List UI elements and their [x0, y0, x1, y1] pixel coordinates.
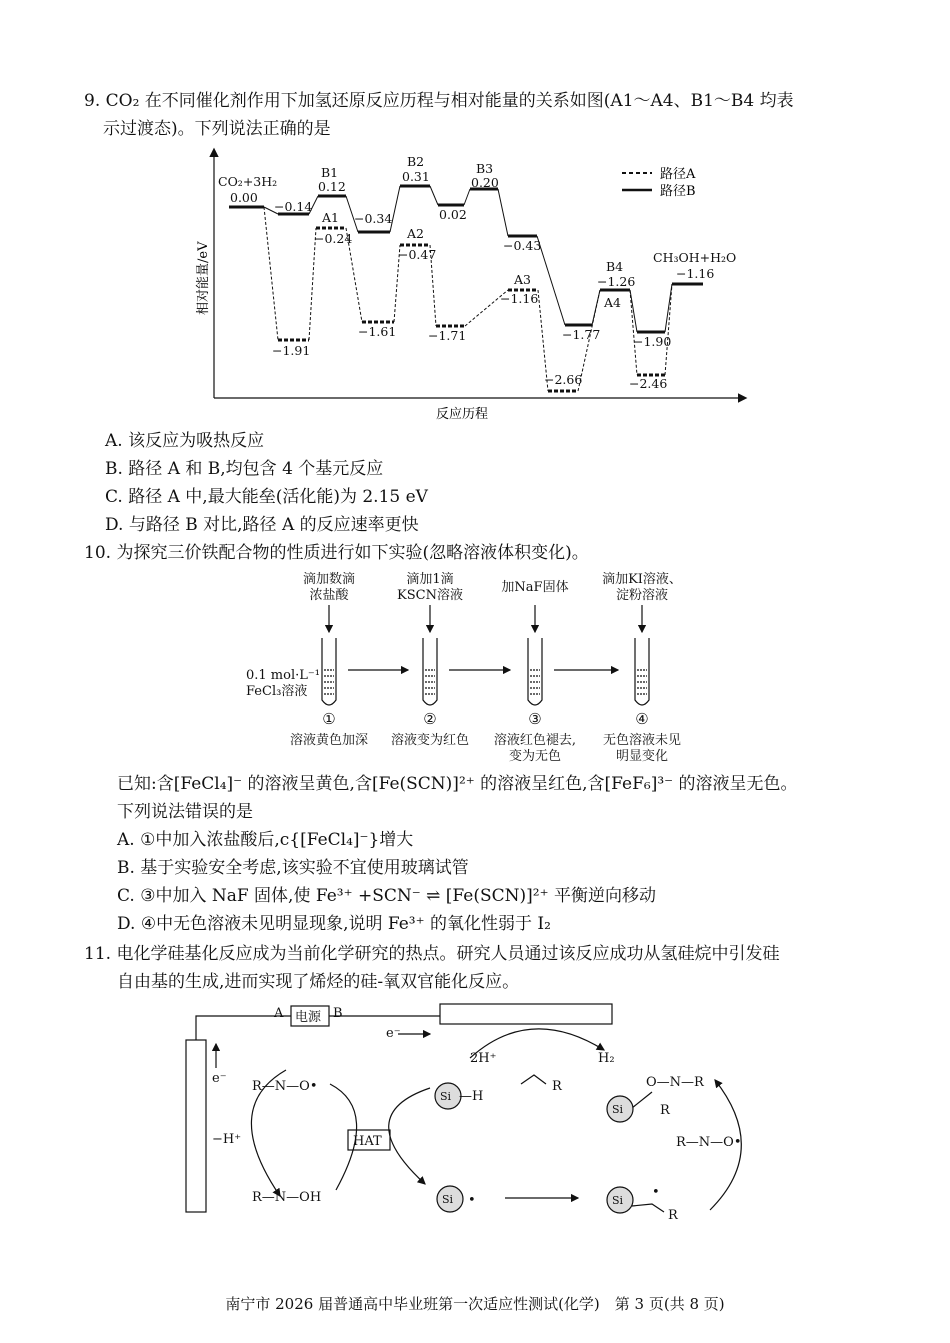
tube4-number: ④: [635, 710, 649, 728]
q10-known: 已知:含[FeCl₄]⁻ 的溶液呈黄色,含[Fe(SCN)]²⁺ 的溶液呈红色,含[FeF₆]³⁻ 的溶液呈无色。: [117, 774, 798, 794]
tube2-number: ②: [423, 710, 437, 728]
product-r: R: [660, 1103, 670, 1118]
value-b3: 0.20: [471, 175, 499, 190]
value-m024: −0.24: [314, 231, 353, 246]
value-m266: −2.66: [544, 372, 583, 387]
hat-label: HAT: [353, 1134, 382, 1149]
label-start: CO₂+3H₂: [218, 174, 278, 189]
value-m047: −0.47: [398, 247, 437, 262]
test-tube-figure: [0, 560, 950, 760]
alkyl-dot: •: [652, 1185, 660, 1200]
electron-left: e⁻: [212, 1071, 227, 1086]
label-b3: B3: [476, 161, 494, 176]
value-m161: −1.61: [358, 324, 397, 339]
tube-3: [528, 605, 542, 705]
nitroxyl-radical: R—N—O•: [252, 1079, 318, 1094]
q9-option-c: C. 路径 A 中,最大能垒(活化能)为 2.15 eV: [105, 487, 428, 507]
value-m177: −1.77: [562, 327, 601, 342]
tube2-reagent: 滴加1滴 KSCN溶液: [397, 572, 463, 603]
power-label: 电源: [295, 1010, 322, 1025]
q11-stem-line1: 11. 电化学硅基化反应成为当前化学研究的热点。研究人员通过该反应成功从氢硅烷中引发硅: [84, 944, 780, 964]
si-product-label: Si: [612, 1103, 624, 1116]
right-electrode: [440, 1004, 612, 1024]
tube-4: [635, 605, 649, 705]
value-start: 0.00: [230, 190, 258, 205]
proton-label: 2H⁺: [470, 1051, 497, 1066]
product-onr: O—N—R: [646, 1075, 704, 1090]
minus-proton: −H⁺: [212, 1132, 242, 1147]
tube1-observation: 溶液黄色加深: [289, 733, 368, 748]
label-a: A: [274, 1006, 284, 1021]
value-b2: 0.31: [402, 169, 430, 184]
value-m171: −1.71: [428, 328, 467, 343]
hydroxylamine: R—N—OH: [252, 1190, 322, 1205]
q9-stem-line2: 示过渡态)。下列说法正确的是: [103, 119, 331, 139]
label-b2: B2: [407, 154, 425, 169]
label-b4: B4: [606, 259, 624, 274]
q10-option-b: B. 基于实验安全考虑,该实验不宜使用玻璃试管: [117, 858, 469, 878]
fecl3-label: 0.1 mol·L⁻¹ FeCl₃溶液: [246, 668, 320, 699]
page-footer: 南宁市 2026 届普通高中毕业班第一次适应性测试(化学) 第 3 页(共 8 页): [225, 1295, 725, 1313]
q10-stem: 10. 为探究三价铁配合物的性质进行如下实验(忽略溶液体积变化)。: [84, 543, 589, 563]
alkene-r: R: [552, 1079, 562, 1094]
value-m014: −0.14: [274, 199, 313, 214]
value-b4: −1.26: [597, 274, 636, 289]
q9-stem-line1: 9. CO₂ 在不同催化剂作用下加氢还原反应历程与相对能量的关系如图(A1～A4、B1～B4 均表: [84, 91, 794, 111]
value-002: 0.02: [439, 207, 467, 222]
value-m043: −0.43: [503, 238, 542, 253]
label-b1: B1: [321, 165, 339, 180]
y-axis-label: 相对能量/eV: [196, 241, 211, 315]
value-m191: −1.91: [272, 343, 311, 358]
nitroxyl-radical-2: R—N—O•: [676, 1135, 742, 1150]
legend-path-a: 路径A: [660, 167, 696, 182]
tube-1: [322, 605, 336, 705]
q10-option-d: D. ④中无色溶液未见明显现象,说明 Fe³⁺ 的氧化性弱于 I₂: [117, 914, 551, 934]
q10-option-c: C. ③中加入 NaF 固体,使 Fe³⁺ +SCN⁻ ⇌ [Fe(SCN)]²⁺ 平衡逆向移动: [117, 886, 656, 906]
label-b: B: [333, 1006, 343, 1021]
x-axis-label: 反应历程: [436, 407, 489, 422]
label-a4: A4: [604, 295, 621, 310]
hydrogen-label: H₂: [598, 1051, 615, 1066]
energy-diagram: [0, 0, 950, 430]
label-a3: A3: [514, 272, 531, 287]
tube3-number: ③: [528, 710, 542, 728]
tube4-reagent: 滴加KI溶液、 淀粉溶液: [602, 572, 682, 603]
label-end: CH₃OH+H₂O: [653, 250, 737, 265]
tube3-observation: 溶液红色褪去, 变为无色: [493, 733, 577, 764]
label-a2: A2: [407, 226, 424, 241]
q9-option-d: D. 与路径 B 对比,路径 A 的反应速率更快: [105, 515, 419, 535]
si-radical-label: Si: [442, 1193, 454, 1206]
value-m034: −0.34: [354, 211, 393, 226]
value-m246: −2.46: [629, 376, 668, 391]
q11-stem-line2: 自由基的生成,进而实现了烯烃的硅-氧双官能化反应。: [117, 972, 520, 992]
electron-right: e⁻: [386, 1026, 401, 1041]
value-m190: −1.90: [633, 334, 672, 349]
value-end: −1.16: [676, 266, 715, 281]
q9-option-a: A. 该反应为吸热反应: [105, 431, 265, 451]
tube3-reagent: 加NaF固体: [501, 580, 569, 595]
tube4-observation: 无色溶液未见 明显变化: [602, 733, 681, 764]
si-radical-dot: •: [468, 1193, 476, 1208]
tube-2: [423, 605, 437, 705]
value-a3: −1.16: [500, 291, 539, 306]
tube2-observation: 溶液变为红色: [390, 733, 469, 748]
electrochemistry-figure: [0, 1000, 950, 1240]
legend-path-b: 路径B: [660, 184, 696, 199]
q10-option-a: A. ①中加入浓盐酸后,c{[FeCl₄]⁻}增大: [117, 830, 414, 850]
label-a1: A1: [322, 210, 339, 225]
alkyl-r: R: [668, 1208, 678, 1223]
q9-option-b: B. 路径 A 和 B,均包含 4 个基元反应: [105, 459, 384, 479]
tube1-number: ①: [322, 710, 336, 728]
left-electrode: [186, 1040, 206, 1212]
tube1-reagent: 滴加数滴 浓盐酸: [302, 572, 355, 603]
si-h-label: Si: [440, 1090, 452, 1103]
q10-ask: 下列说法错误的是: [117, 802, 253, 822]
si-h-bond: —H: [459, 1089, 484, 1104]
value-b1: 0.12: [318, 179, 346, 194]
si-alkyl-label: Si: [612, 1194, 624, 1207]
